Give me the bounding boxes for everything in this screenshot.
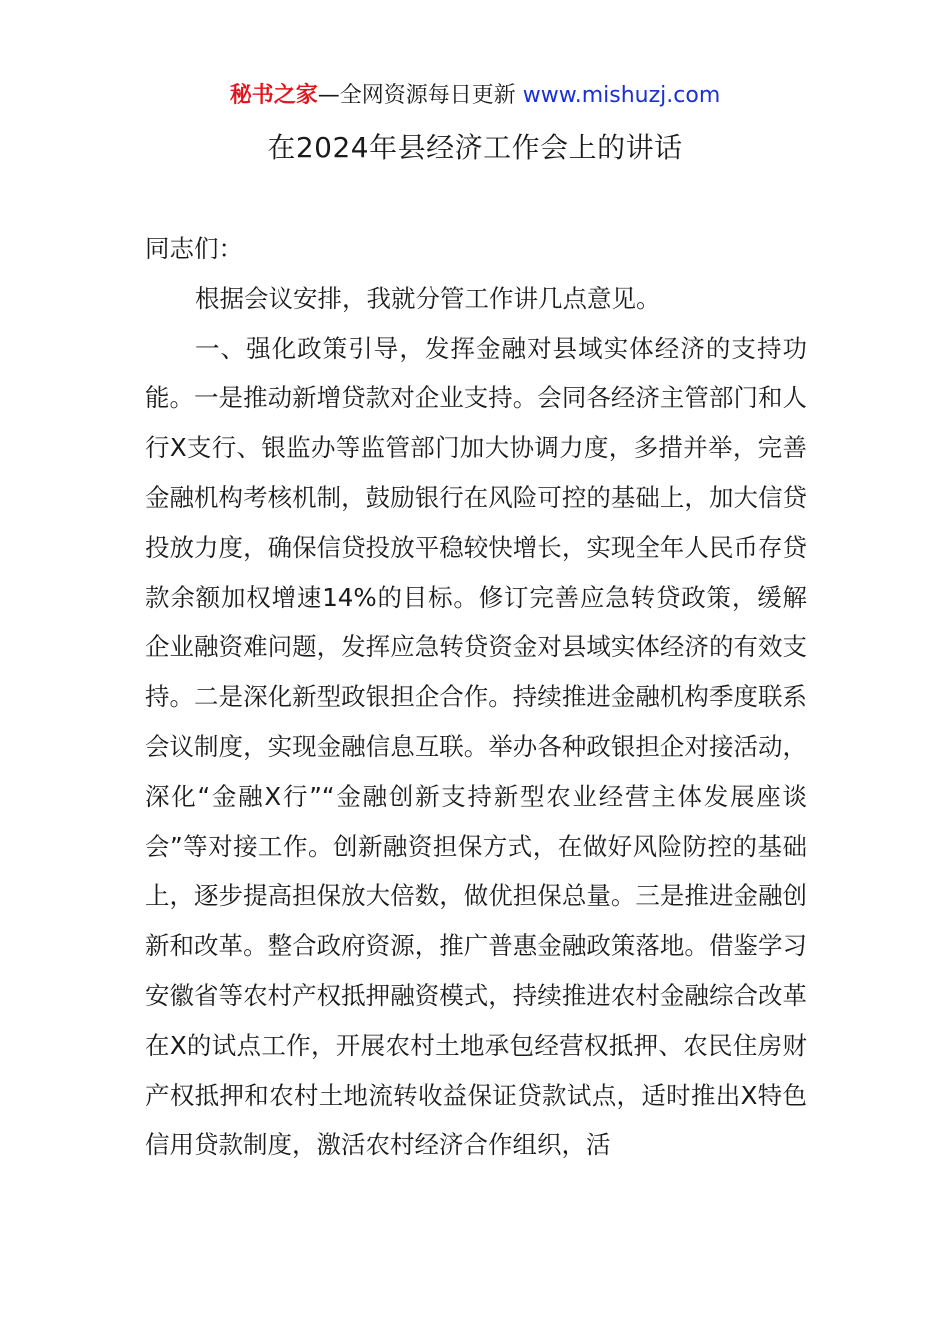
document-body (145, 224, 807, 1170)
brand-name[interactable]: 秘书之家 (229, 83, 318, 108)
header-tagline: —全网资源每日更新 (317, 83, 516, 108)
site-header (0, 80, 950, 112)
site-url-link[interactable]: www.mishuzj.com (522, 83, 721, 108)
paragraph-section-one: 一、强化政策引导，发挥金融对县域实体经济的支持功能。一是推动新增贷款对企业支持。会同各经济主管部门和人行X支行、银监办等监管部门加大协调力度，多措并举，完善金融机构考核机制，鼓励银行在风险可控的基础上，加大信贷投放力度，确保信贷投放平稳较快增长，实现全年人民币存贷款余额加权增速14%的目标。修订完善应急转贷政策，缓解企业融资难问题，发挥应急转贷资金对县域实体经济的有效支持。二是深化新型政银担企合作。持续推进金融机构季度联系会议制度，实现金融信息互联。举办各种政银担企对接活动，深化“金融X行”“金融创新支持新型农业经营主体发展座谈会”等对接工作。创新融资担保方式，在做好风险防控的基础上，逐步提高担保放大倍数，做优担保总量。三是推进金融创新和改革。整合政府资源，推广普惠金融政策落地。借鉴学习安徽省等农村产权抵押融资模式，持续推进农村金融综合改革在X的试点工作，开展农村土地承包经营权抵押、农民住房财产权抵押和农村土地流转收益保证贷款试点，适时推出X特色信用贷款制度，激活农村经济合作组织，活 (145, 333, 807, 1160)
document-title: 在2024年县经济工作会上的讲话 (267, 131, 683, 164)
salutation: 同志们： (145, 234, 243, 263)
paragraph-intro: 根据会议安排，我就分管工作讲几点意见。 (195, 283, 661, 313)
